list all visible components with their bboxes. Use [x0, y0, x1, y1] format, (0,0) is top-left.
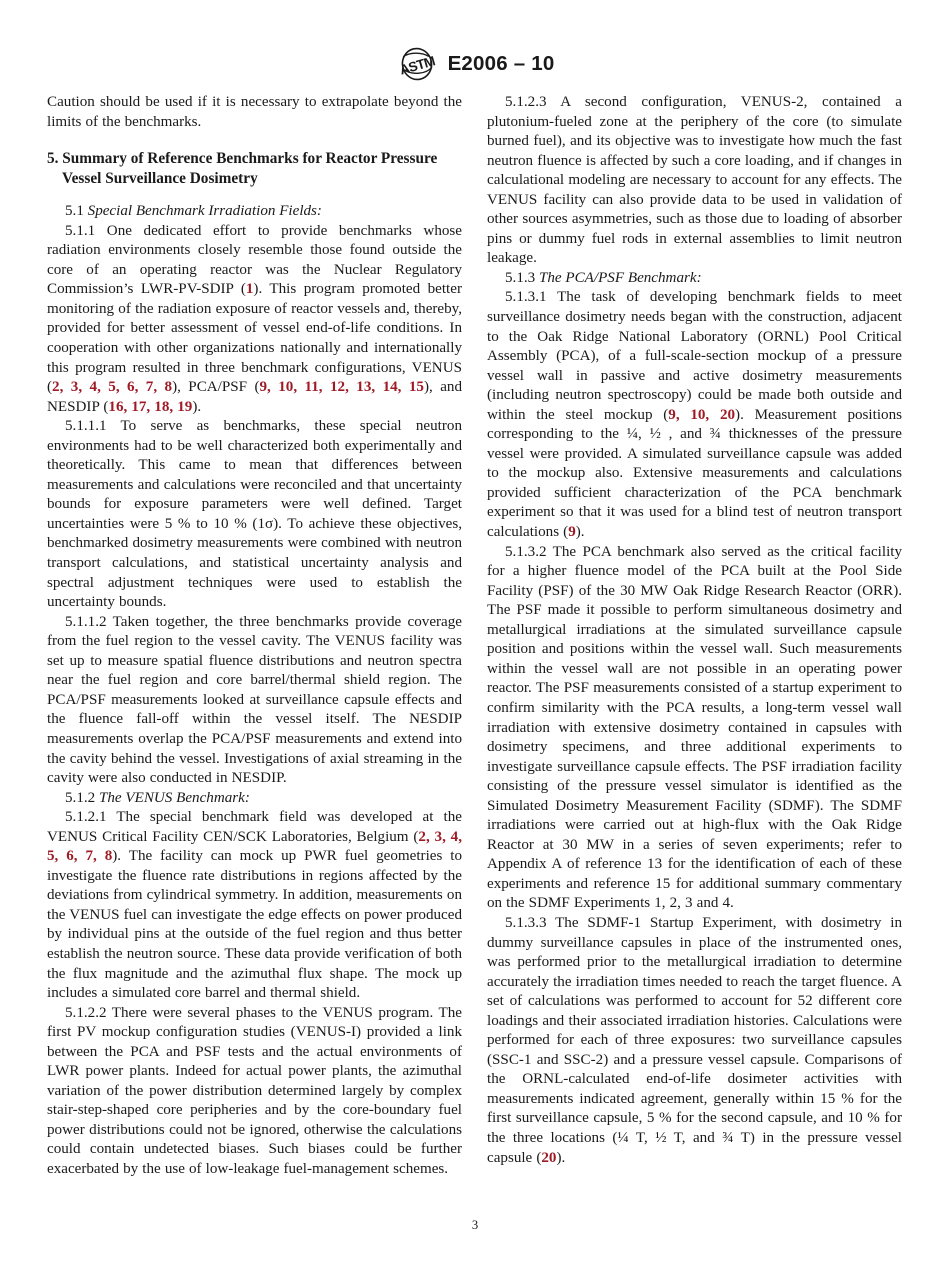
subheading-5-1-3-number: 5.1.3 — [505, 269, 539, 286]
paragraph-5-1-1 — [47, 222, 462, 417]
reference-citation: 2, 3, 4, 5, 6, 7, 8 — [47, 828, 462, 865]
reference-citation: 9 — [568, 524, 576, 541]
paragraph-5-1-1-2: 5.1.1.2 Taken together, the three benchmarks provide coverage from the fuel region to the vessel cavity. The VENUS facility was set up to measure spatial fluence distributions and neutron spectra near the fuel region and core barrel/thermal shield region. The PCA/PSF measurements looked at surveillance capsule effects and the fluence fall-off within the vessel itself. The NESDIP measurements overlap the PCA/PSF measurements and extend into the cavity behind the vessel. Investigations of axial streaming in the cavity were also conducted in NESDIP. — [47, 613, 462, 787]
subheading-5-1-2-title: The VENUS Benchmark: — [98, 789, 250, 806]
text-segment: 5.1.3.1 The task of developing benchmark fields to meet surveillance dosimetry needs began with the construction, adjacent to the Oak Ridge National Laboratory (ORNL) Pool Critical Assembly (PCA), of a full-scale-section mockup of a pressure vessel wall in passive and active dosimetry measurements (including neutron spectroscopy) could be made both outside and within the steel mockup ( — [487, 289, 902, 423]
text-segment: ). — [556, 1149, 566, 1166]
reference-citation: 2, 3, 4, 5, 6, 7, 8 — [52, 379, 173, 396]
text-segment: ). — [192, 398, 202, 415]
subheading-5-1-title: Special Benchmark Irradiation Fields: — [87, 203, 322, 220]
subheading-5-1 — [47, 202, 462, 222]
svg-text:ASTM: ASTM — [397, 53, 437, 78]
text-segment: 5.1.3.3 The SDMF-1 Startup Experiment, with dosimetry in dummy surveillance capsules in place of the instrumented ones, was performed prior to the metallurgical irradiation to determine accurately the irradiation times needed to reach the target fluence. A set of calculations was performed to account for 52 different core loadings and their associated irradiation histories. Calculations were performed for each of three exposures: two surveillance capsules (SSC-1 and SSC-2) and a pressure vessel capsule. Comparisons of the ORNL-calculated end-of-life dosimeter activities with measurements indicated agreement, generally within 15 % for the first surveillance capsule, 5 % for the second capsule, and 10 % for the three locations (¼ T, ½ T, and ¾ T) in the pressure vessel capsule ( — [487, 914, 902, 1166]
reference-citation: 16, 17, 18, 19 — [108, 398, 193, 415]
page-number: 3 — [471, 1218, 479, 1232]
text-segment: ). Measurement positions corresponding to the ¼, ½ , and ¾ thicknesses of the pressure vessel were provided. A simulated surveillance capsule was added to the mockup also. Extensive measurements and calculations provided sufficient characterization of the PCA benchmark experiment so that it was used for a blind test of neutron transport calculations ( — [487, 406, 902, 541]
section-heading-5: 5. Summary of Reference Benchmarks for Reactor Pressure Vessel Surveillance Dosimetry — [47, 150, 438, 187]
text-segment: ). — [575, 524, 585, 541]
paragraph-5-1-3-1 — [487, 288, 902, 542]
paragraph-5-1-2-2: 5.1.2.2 There were several phases to the VENUS program. The first PV mockup configuration studies (VENUS-I) provided a link between the PCA and PSF tests and the actual environments of LWR power plants. Indeed for actual power plants, the azimuthal variation of the power distribution determined largely by complex stair-step-shaped core peripheries and by the core-boundary fuel power distributions could not be ignored, otherwise the calculations could contain undetected biases. Such biases could be further exacerbated by the use of low-leakage fuel-management schemes. — [47, 1004, 462, 1177]
text-segment: 5.1.2.1 The special benchmark field was developed at the VENUS Critical Facility CEN/SCK Laboratories, Belgium ( — [47, 809, 462, 845]
paragraph-5-1-1-1: 5.1.1.1 To serve as benchmarks, these special neutron environments had to be well characterized both experimentally and theoretically. This came to mean that differences between measurements and calculations were reconciled and that uncertainty bounds for exposure parameters were well defined. Target uncertainties were 5 % to 10 % (1σ). To achieve these objectives, benchmarked dosimetry measurements were combined with neutron transport calculations, and statistical uncertainty analysis and spectral adjustment techniques were used to establish the uncertainty bounds. — [47, 418, 462, 611]
two-column-body — [47, 93, 903, 1180]
astm-logo-icon — [396, 47, 438, 81]
document-designation: E2006 – 10 — [447, 52, 555, 75]
left-column — [47, 93, 462, 1180]
text-segment: ), PCA/PSF ( — [172, 379, 260, 396]
paragraph-5-1-2-1 — [47, 808, 462, 1003]
subheading-5-1-number: 5.1 — [65, 203, 88, 220]
page-header — [0, 44, 950, 84]
text-segment: 5.1.1 One dedicated effort to provide benchmarks whose radiation environments closely resemble those found outside the core of an operating reactor was the Nuclear Regulatory Commission’s LWR-PV-SDIP ( — [47, 222, 462, 298]
text-segment: ). The facility can mock up PWR fuel geometries to investigate the fluence rate distributions in regions affected by the deviations from cylindrical symmetry. In addition, measurements on the VENUS fuel can investigate the edge effects on power produced by individual pins at the outside of the fuel region and thus better establish the neutron source. These data provide verification of both the flux magnitude and the azimuthal flux shape. The mock up includes a simulated core barrel and thermal shield. — [47, 848, 463, 1002]
paragraph-5-1-3-3 — [487, 914, 902, 1168]
reference-citation: 20 — [541, 1149, 557, 1166]
subheading-5-1-3 — [487, 269, 902, 289]
reference-citation: 9, 10, 20 — [668, 406, 736, 423]
paragraph-5-1-3-2: 5.1.3.2 The PCA benchmark also served as the critical facility for a higher fluence model of the PCA built at the Pool Side Facility (PSF) of the 30 MW Oak Ridge Research Reactor (ORR). The PSF made it possible to perform simultaneous dosimetry and metallurgical irradiations at the simulated surveillance capsule position and positions within the vessel wall. Such measurements within the vessel wall are not possible in an operating power reactor. The PSF measurements consisted of a startup experiment to confirm similarity with the PCA results, a long-term vessel wall irradiation with extensive dosimetry contained in capsules with dosimetry specimens, and three additional experiments to investigate surveillance capsule effects. The PSF irradiation facility consisting of the pressure vessel simulator is identified as the Simulated Dosimetry Measurement Facility (SDMF). The SDMF irradiations were carried out at high-flux with the Oak Ridge Reactor at 30 MW in a series of seven experiments; refer to Appendix A of reference 13 for the identification of each of these experiments and reference 15 for additional summary commentary on the SDMF Experiments 1, 2, 3 and 4. — [487, 543, 902, 912]
subheading-5-1-2 — [47, 789, 462, 809]
reference-citation: 9, 10, 11, 12, 13, 14, 15 — [259, 379, 424, 396]
subheading-5-1-3-title: The PCA/PSF Benchmark: — [538, 269, 702, 286]
subheading-5-1-2-number: 5.1.2 — [65, 789, 99, 806]
text-segment: ), and NESDIP ( — [47, 379, 463, 415]
right-column — [487, 93, 902, 1180]
paragraph-5-1-2-3: 5.1.2.3 A second configuration, VENUS-2, contained a plutonium-fueled zone at the periphery of the core (to simulate burned fuel), and its objective was to investigate how much the fast neutron fluence is affected by such a core loading, and if changes in calculational modeling are necessary to account for any effects. The VENUS facility can also provide data to be used in validation of other sources asymmetries, such as those due to loading of absorber pins or dummy fuel rods in external assemblies to limit neutron leakage. — [487, 94, 902, 267]
paragraph-intro: Caution should be used if it is necessary to extrapolate beyond the limits of the benchmarks. — [47, 94, 462, 130]
reference-citation: 1 — [245, 281, 254, 298]
text-segment: ). This program promoted better monitoring of the radiation exposure of reactor vessels and, thereby, provided for better assessment of vessel end-of-life conditions. In cooperation with other organizations nationally and internationally this program resulted in three benchmark configurations, VENUS ( — [47, 281, 462, 396]
